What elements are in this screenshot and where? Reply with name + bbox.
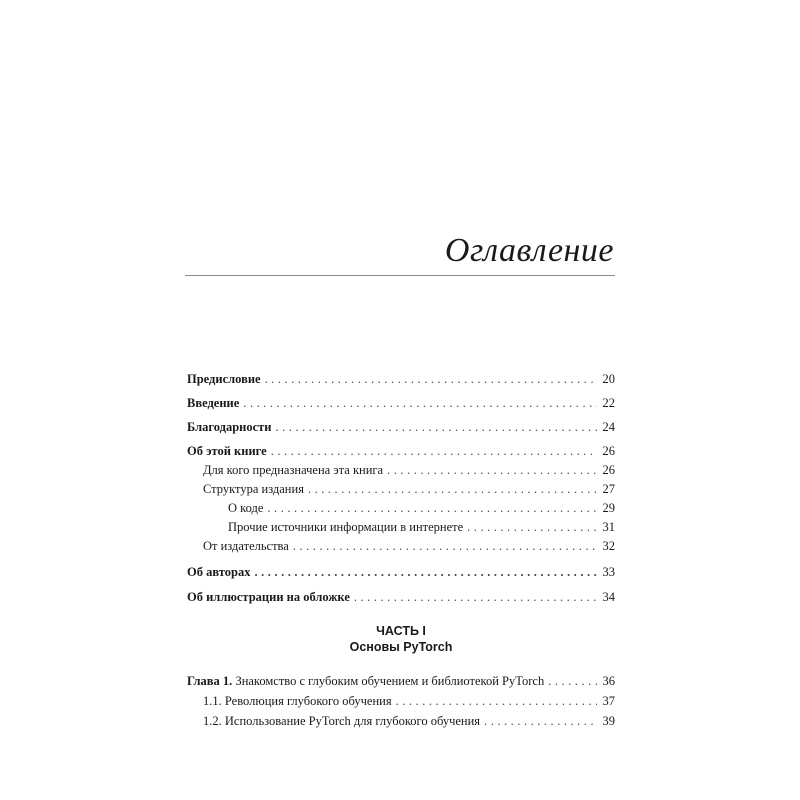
toc-entry-label: 1.2. Использование PyTorch для глубокого обучения (203, 714, 481, 728)
dot-leader (396, 694, 597, 709)
toc-entry-page: 32 (602, 539, 615, 553)
toc-entry-label: Благодарности (187, 420, 272, 434)
toc-entry-label: 1.1. Революция глубокого обучения (203, 694, 392, 708)
dot-leader (308, 482, 597, 497)
toc-entry-page: 34 (602, 590, 615, 604)
toc-entry-page: 20 (602, 372, 615, 386)
dot-leader (548, 674, 597, 689)
toc-entry-label: О коде (228, 501, 264, 515)
toc-entry-introduction[interactable] (187, 396, 615, 411)
toc-entry-page: 26 (602, 444, 615, 458)
toc-entry-about-book[interactable] (187, 444, 615, 459)
toc-entry-chapter-1[interactable] (187, 674, 615, 689)
toc-entry-page: 37 (602, 694, 615, 708)
toc-entry-label: Введение (187, 396, 240, 410)
dot-leader (243, 396, 597, 411)
toc-entry-other-sources[interactable] (187, 520, 615, 535)
dot-leader (467, 520, 597, 535)
part-number: ЧАСТЬ I (376, 624, 426, 638)
toc-entry-page: 31 (602, 520, 615, 534)
toc-entry-label: Об иллюстрации на обложке (187, 590, 350, 604)
toc-entry-label: Об авторах (187, 565, 251, 579)
dot-leader (354, 590, 597, 605)
toc-entry-acknowledgements[interactable] (187, 420, 615, 435)
toc-entry-page: 33 (602, 565, 615, 579)
toc-entry-label: Структура издания (203, 482, 304, 496)
toc-entry-cover-illustration[interactable] (187, 590, 615, 605)
dot-leader (254, 565, 597, 580)
toc-entry-section-1-1[interactable] (187, 694, 615, 709)
toc-entry-page: 39 (602, 714, 615, 728)
chapter-title: Знакомство с глубоким обучением и библиотекой PyTorch (235, 674, 545, 688)
toc-entry-label: Об этой книге (187, 444, 267, 458)
dot-leader (484, 714, 597, 729)
toc-entry-audience[interactable] (187, 463, 615, 478)
toc-entry-page: 24 (602, 420, 615, 434)
part-name: Основы PyTorch (349, 640, 453, 654)
toc-entry-label: Прочие источники информации в интернете (228, 520, 464, 534)
toc-entry-page: 27 (602, 482, 615, 496)
page-title: Оглавление (444, 232, 614, 269)
toc-entry-about-authors[interactable] (187, 565, 615, 580)
toc-entry-label: Предисловие (187, 372, 261, 386)
dot-leader (267, 501, 597, 516)
dot-leader (387, 463, 597, 478)
toc-entry-from-publisher[interactable] (187, 539, 615, 554)
chapter-prefix: Глава 1. (187, 674, 233, 688)
toc-entry-page: 22 (602, 396, 615, 410)
toc-entry-page: 36 (602, 674, 615, 688)
toc-entry-section-1-2[interactable] (187, 714, 615, 729)
toc-entry-page: 26 (602, 463, 615, 477)
toc-entry-page: 29 (602, 501, 615, 515)
toc-entry-label: От издательства (203, 539, 289, 553)
dot-leader (276, 420, 598, 435)
toc-entry-preface[interactable] (187, 372, 615, 387)
dot-leader (271, 444, 597, 459)
toc-entry-structure[interactable] (187, 482, 615, 497)
table-of-contents (187, 372, 615, 729)
toc-entry-label: Для кого предназначена эта книга (203, 463, 384, 477)
toc-entry-label (187, 674, 544, 689)
title-divider (185, 275, 615, 276)
toc-entry-about-code[interactable] (187, 501, 615, 516)
dot-leader (293, 539, 597, 554)
dot-leader (265, 372, 597, 387)
